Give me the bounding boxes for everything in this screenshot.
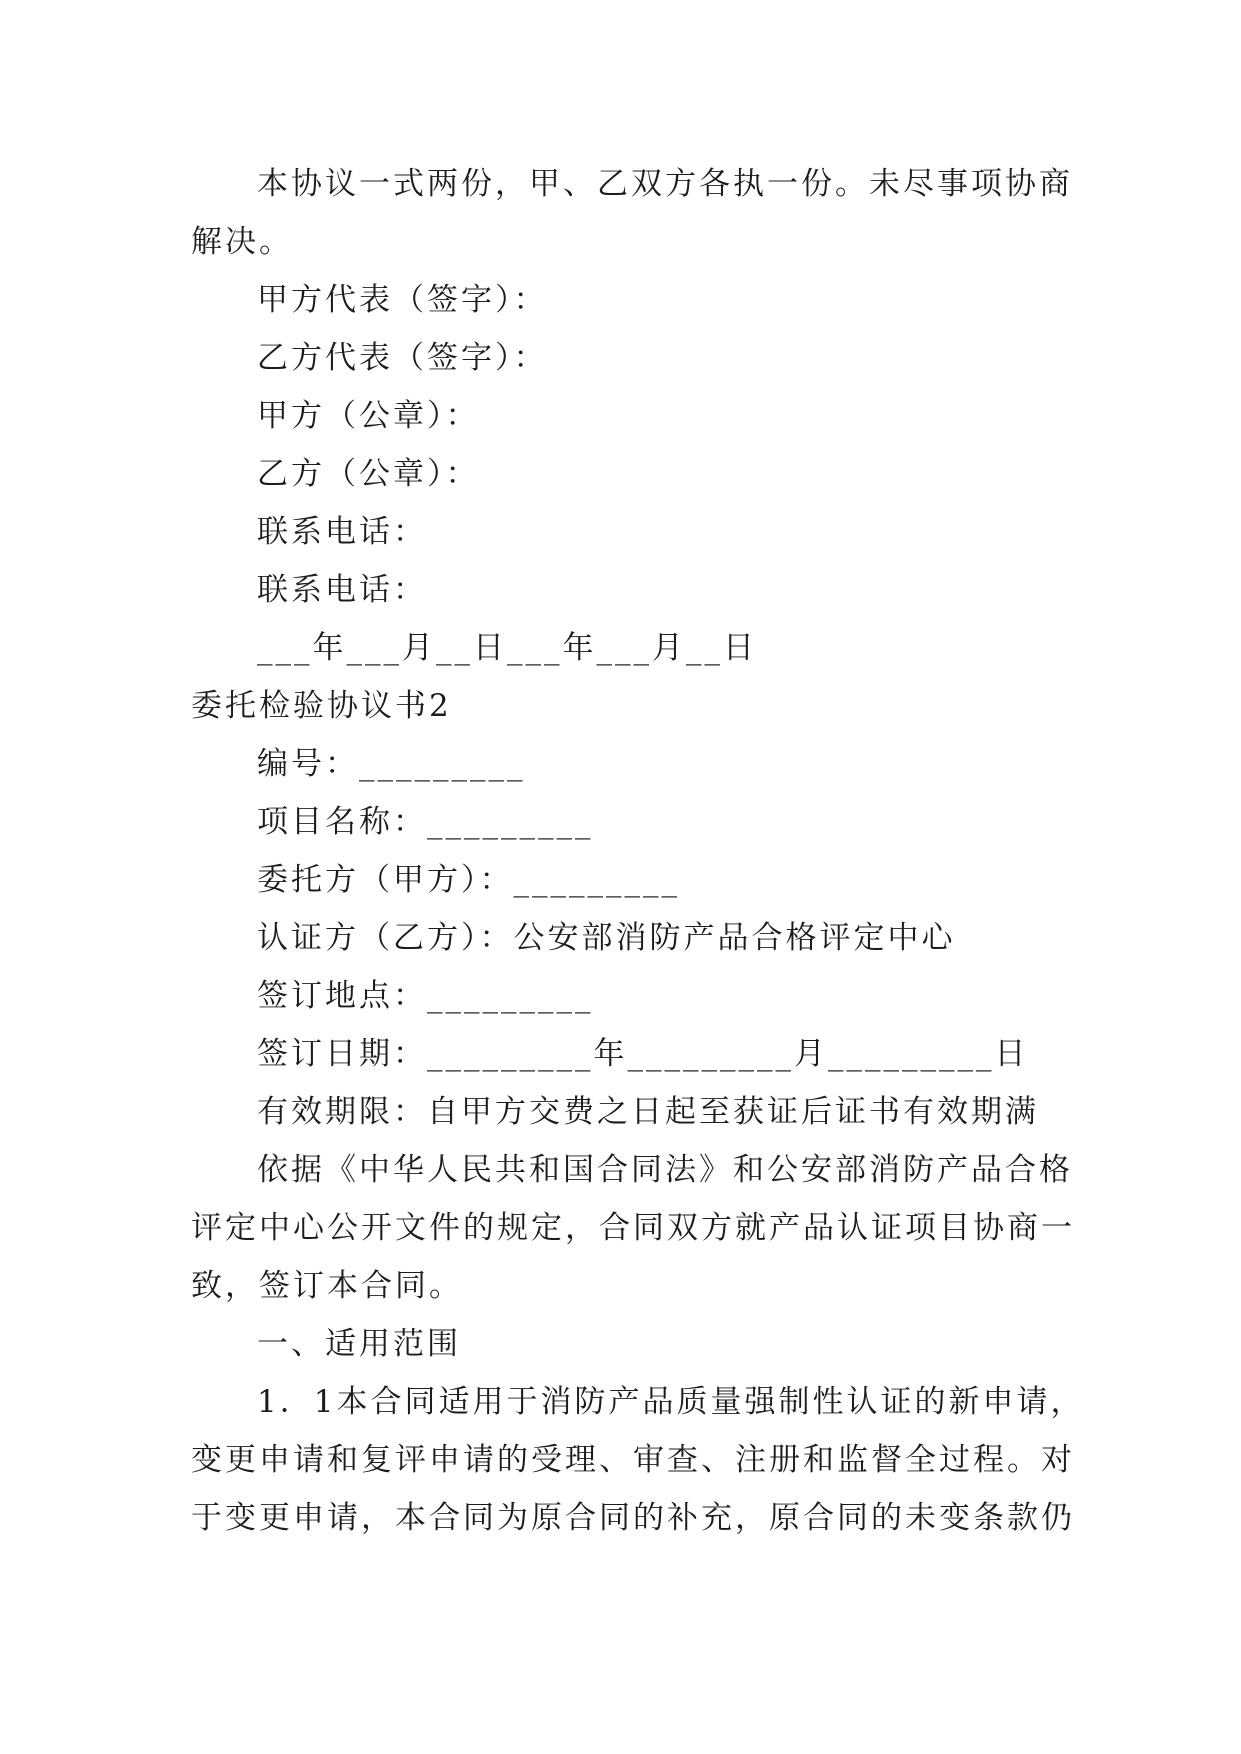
clause-1-1: 1．1本合同适用于消防产品质量强制性认证的新申请，: [257, 1384, 1085, 1420]
section-title: 委托检验协议书2: [191, 688, 452, 724]
contact-phone-a: 联系电话：: [257, 514, 427, 550]
clause-1-1-cont-1: 变更申请和复评申请的受理、审查、注册和监督全过程。对: [191, 1442, 1075, 1478]
clause-1-1-cont-2: 于变更申请，本合同为原合同的补充，原合同的未变条款仍: [191, 1500, 1075, 1536]
field-validity: 有效期限：自甲方交费之日起至获证后证书有效期满: [257, 1094, 1039, 1130]
paragraph-basis-cont-1: 评定中心公开文件的规定，合同双方就产品认证项目协商一: [191, 1210, 1075, 1246]
heading-scope: 一、适用范围: [257, 1326, 461, 1362]
field-certifier: 认证方（乙方）：公安部消防产品合格评定中心: [257, 920, 956, 956]
field-signing-date: 签订日期：_________年_________月_________日: [257, 1036, 1029, 1072]
field-client: 委托方（甲方）：_________: [257, 862, 680, 898]
paragraph-agreement-copies-cont: 解决。: [191, 224, 293, 260]
document-body: [191, 155, 1085, 1547]
paragraph-basis-cont-2: 致，签订本合同。: [191, 1268, 463, 1304]
field-project-name: 项目名称：_________: [257, 804, 594, 840]
field-signing-place: 签订地点：_________: [257, 978, 594, 1014]
party-a-seal: 甲方（公章）：: [257, 398, 480, 434]
party-b-rep-signature: 乙方代表（签字）：: [257, 340, 548, 376]
signing-dates: ___年___月__日___年___月__日: [257, 630, 757, 666]
party-b-seal: 乙方（公章）：: [257, 456, 480, 492]
party-a-rep-signature: 甲方代表（签字）：: [257, 282, 548, 318]
contact-phone-b: 联系电话：: [257, 572, 427, 608]
field-number: 编号：_________: [257, 746, 526, 782]
paragraph-basis: 依据《中华人民共和国合同法》和公安部消防产品合格: [257, 1152, 1073, 1188]
paragraph-agreement-copies: 本协议一式两份，甲、乙双方各执一份。未尽事项协商: [257, 166, 1073, 202]
